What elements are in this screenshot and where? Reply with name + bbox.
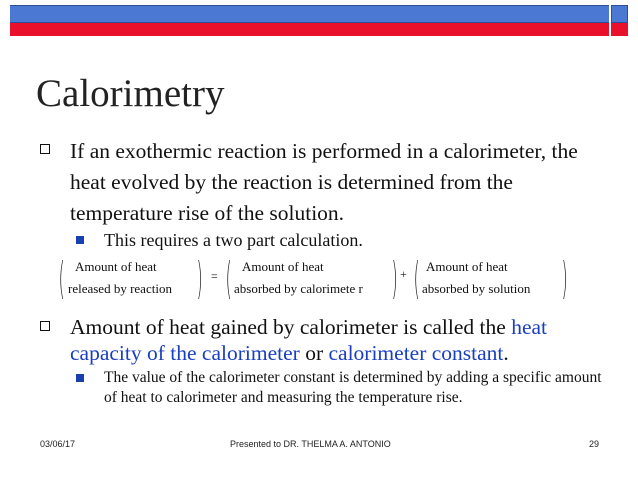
square-bullet-icon: [76, 236, 84, 244]
term3-bottom: absorbed by solution: [422, 281, 531, 296]
right-paren-2: ): [391, 253, 398, 304]
term2-bottom: absorbed by calorimete r: [234, 281, 363, 296]
equals-sign: =: [211, 269, 218, 283]
bullet-two-part: This requires a two part calculation.: [104, 230, 363, 250]
header-decoration: [10, 5, 628, 35]
left-paren-3: (: [413, 253, 420, 304]
plus-sign: +: [400, 267, 407, 281]
hollow-square-bullet-icon: [40, 321, 50, 331]
heat-equation: [60, 254, 580, 304]
b3-text-2: or: [299, 341, 329, 365]
bullet-determination: The value of the calorimeter constant is determined by adding a specific amount of heat to calorimeter and measuring the temperature rise.: [104, 369, 602, 406]
b3-text-1: Amount of heat gained by calorimeter is called the: [70, 315, 512, 339]
footer-presenter: Presented to DR. THELMA A. ANTONIO: [230, 439, 391, 449]
left-paren-1: (: [58, 253, 65, 304]
b3-text-3: .: [503, 341, 509, 365]
square-bullet-icon: [76, 374, 84, 382]
slide-title: Calorimetry: [36, 72, 225, 115]
hollow-square-bullet-icon: [40, 144, 50, 154]
header-red-bar: [10, 23, 609, 36]
footer-page-number: 29: [589, 439, 600, 449]
term1-bottom: released by reaction: [68, 281, 172, 296]
term-heat-capacity: heat capacity of the calorimeter: [70, 315, 548, 365]
bullet-exothermic: If an exothermic reaction is performed in a calorimeter, the heat evolved by the reaction is determined from the temperature rise of the solution.: [70, 139, 578, 225]
right-paren-3: ): [561, 253, 568, 304]
term1-top: Amount of heat: [75, 259, 157, 274]
right-paren-1: ): [196, 253, 203, 304]
header-blue-square: [611, 5, 628, 23]
bullet-calorimeter-constant: [70, 314, 615, 366]
term3-top: Amount of heat: [426, 259, 508, 274]
header-red-square: [611, 23, 628, 36]
term-calorimeter-constant: calorimeter constant: [328, 341, 504, 365]
left-paren-2: (: [225, 253, 232, 304]
footer-date: 03/06/17: [40, 439, 76, 449]
header-blue-bar: [10, 5, 609, 23]
term2-top: Amount of heat: [242, 259, 324, 274]
